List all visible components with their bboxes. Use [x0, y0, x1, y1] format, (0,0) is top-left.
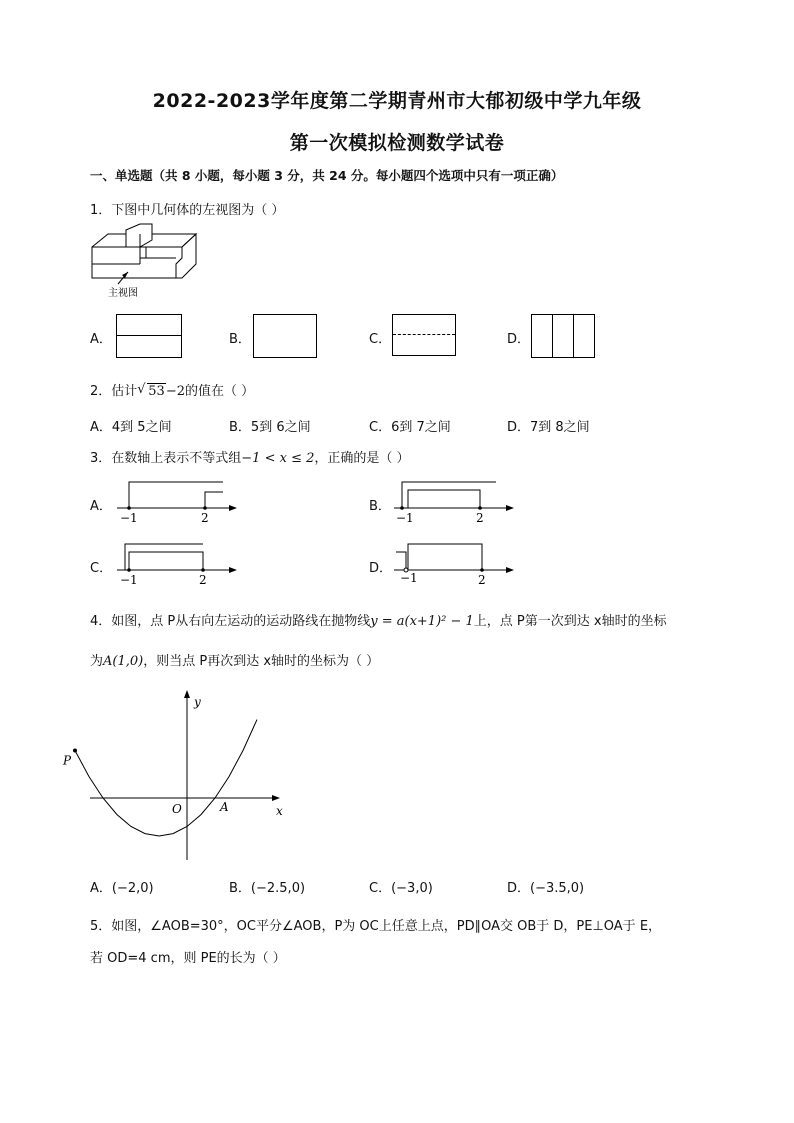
q1-solid-figure — [88, 226, 198, 300]
q4-option-b: B．(−2.5,0) — [229, 881, 306, 896]
q1-option-c-figure — [392, 314, 456, 356]
q3-option-c-label: C． — [90, 561, 113, 576]
q1-option-d-line-2 — [573, 315, 574, 357]
question-4-line2 — [90, 650, 379, 669]
x-axis-arrow — [272, 795, 280, 801]
point-a-label: A — [220, 800, 229, 814]
q1-option-a-solid-line — [117, 335, 181, 336]
paper-title-line2: 第一次模拟检测数学试卷 — [289, 132, 505, 154]
q3-d-tick-2: 2 — [478, 573, 486, 587]
q3-b-tick-minus1: −1 — [396, 511, 414, 525]
q1-option-d-line-1 — [552, 315, 553, 357]
q1-option-d-figure — [531, 314, 595, 358]
paper-title-line1: 2022-2023学年度第二学期青州市大郁初级中学九年级 — [152, 90, 642, 112]
q2-option-a: A．4到 5之间 — [90, 420, 172, 435]
q1-option-b-figure — [253, 314, 317, 358]
section-heading: 一、单选题（共 8 小题，每小题 3 分，共 24 分。每小题四个选项中只有一项正确） — [90, 168, 564, 183]
q2-prefix: 2．估计 — [90, 384, 138, 399]
q1-figure-label: 主视图 — [108, 288, 138, 299]
q4-parabola-graph — [63, 688, 298, 863]
q4-line1-prefix: 4．如图，点 P从右向左运动的运动路线在抛物线 — [90, 614, 371, 629]
q2-suffix: 的值在（ ） — [185, 384, 255, 399]
q1-option-a-label: A． — [90, 332, 112, 347]
question-5-line1: 5．如图，∠AOB=30°，OC平分∠AOB，P为 OC上任意上点，PD∥OA交 OB于 D，PE⊥OA于 E， — [90, 919, 662, 934]
q4-option-a: A．(−2,0) — [90, 881, 154, 896]
q3-inequality: −1 < x ≤ 2 — [241, 451, 315, 466]
q3-a-tick-minus1: −1 — [120, 511, 138, 525]
q3-option-d-label: D． — [369, 561, 393, 576]
q3-d-tick-minus1: −1 — [400, 571, 418, 585]
q3-suffix: ，正确的是（ ） — [314, 451, 410, 466]
q2-minus: −2 — [165, 384, 185, 399]
q3-option-d-numberline — [392, 540, 517, 586]
y-axis-arrow — [184, 690, 190, 698]
q1-option-a-figure — [116, 314, 182, 358]
q3-option-b-numberline — [392, 478, 517, 524]
point-p-label: P — [63, 753, 72, 768]
question-1-text: 1．下图中几何体的左视图为（ ） — [90, 203, 285, 218]
q4-line1-suffix: 上，点 P第一次到达 x轴时的坐标 — [473, 614, 667, 629]
q4-line2-suffix: ，则当点 P再次到达 x轴时的坐标为（ ） — [143, 654, 380, 669]
q3-a-tick-2: 2 — [201, 511, 209, 525]
q2-radicand: 53 — [148, 384, 165, 399]
parabola-curve — [75, 720, 257, 836]
origin-label: O — [172, 802, 182, 816]
q2-sqrt: √ 53 — [137, 382, 165, 399]
q4-option-c: C．(−3,0) — [369, 881, 433, 896]
question-5-line2: 若 OD=4 cm，则 PE的长为（ ） — [90, 951, 286, 966]
point-p — [73, 749, 77, 753]
q3-prefix: 3．在数轴上表示不等式组 — [90, 451, 242, 466]
q2-option-b: B．5到 6之间 — [229, 420, 311, 435]
q3-option-c-numberline — [115, 540, 240, 586]
q4-point-a: A(1,0) — [103, 654, 144, 669]
q4-option-d: D．(−3.5,0) — [507, 881, 585, 896]
q4-line2-prefix: 为 — [90, 654, 104, 669]
q3-option-b-label: B． — [369, 499, 391, 514]
q1-option-d-label: D． — [507, 332, 531, 347]
q3-c-tick-2: 2 — [199, 573, 207, 587]
y-axis-label: y — [194, 695, 201, 709]
question-4-line1 — [90, 610, 667, 629]
q3-b-tick-2: 2 — [476, 511, 484, 525]
q2-option-d: D．7到 8之间 — [507, 420, 590, 435]
q4-equation: y = a(x+1)² − 1 — [370, 614, 474, 629]
q3-option-a-numberline — [115, 478, 240, 524]
q1-option-c-label: C． — [369, 332, 392, 347]
x-axis-label: x — [276, 804, 283, 818]
q2-option-c: C．6到 7之间 — [369, 420, 451, 435]
question-2-text — [90, 380, 254, 399]
q3-option-a-label: A． — [90, 499, 112, 514]
q1-option-c-dashed-line — [393, 334, 455, 335]
q3-c-tick-minus1: −1 — [120, 573, 138, 587]
q1-option-b-label: B． — [229, 332, 251, 347]
question-3-text — [90, 447, 410, 466]
